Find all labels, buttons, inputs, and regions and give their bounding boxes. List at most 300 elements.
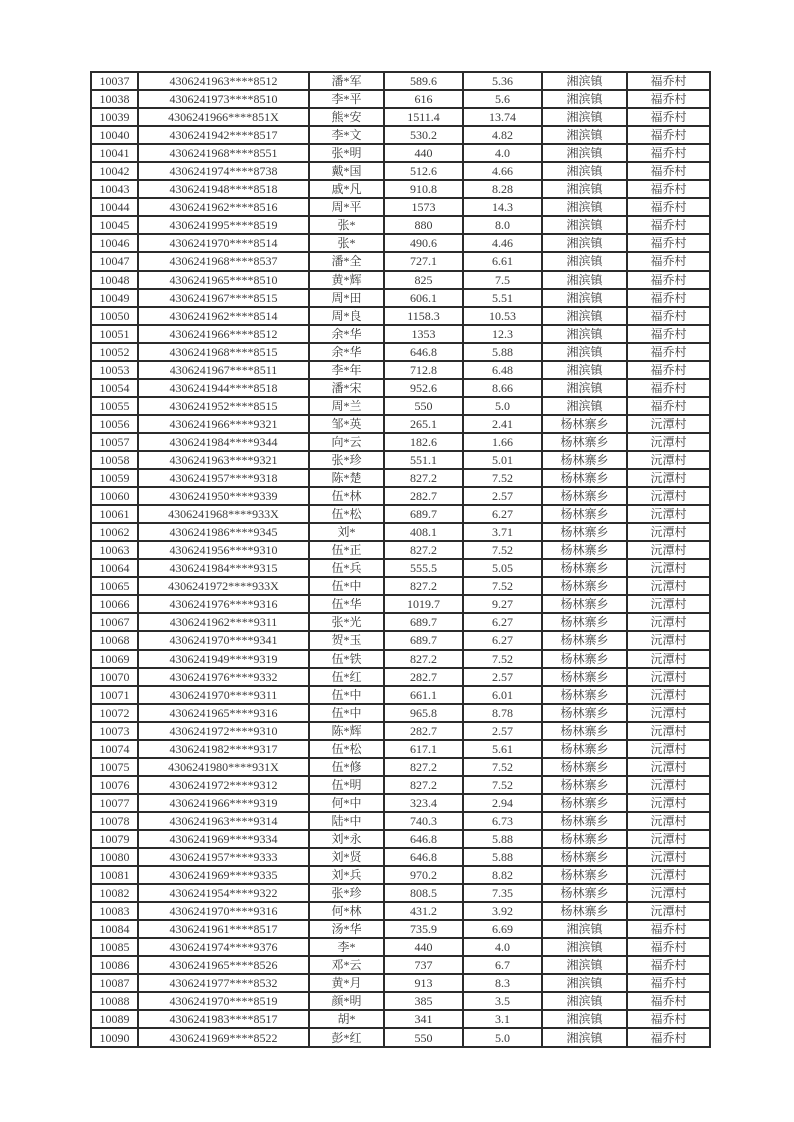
- serial-number-cell: 10045: [91, 216, 138, 234]
- town-cell: 杨林寨乡: [542, 776, 627, 794]
- serial-number-cell: 10039: [91, 108, 138, 126]
- town-cell: 杨林寨乡: [542, 577, 627, 595]
- amount-cell: 827.2: [384, 758, 463, 776]
- name-cell: 邹*英: [309, 415, 384, 433]
- town-cell: 湘滨镇: [542, 974, 627, 992]
- village-cell: 沅潭村: [627, 541, 710, 559]
- name-cell: 何*林: [309, 902, 384, 920]
- rate-cell: 7.52: [463, 776, 542, 794]
- village-cell: 福乔村: [627, 992, 710, 1010]
- name-cell: 刘*永: [309, 830, 384, 848]
- village-cell: 沅潭村: [627, 487, 710, 505]
- amount-cell: 910.8: [384, 180, 463, 198]
- amount-cell: 282.7: [384, 487, 463, 505]
- town-cell: 杨林寨乡: [542, 794, 627, 812]
- amount-cell: 661.1: [384, 686, 463, 704]
- rate-cell: 10.53: [463, 307, 542, 325]
- village-cell: 沅潭村: [627, 613, 710, 631]
- town-cell: 杨林寨乡: [542, 686, 627, 704]
- amount-cell: 1019.7: [384, 595, 463, 613]
- amount-cell: 689.7: [384, 505, 463, 523]
- name-cell: 伍*中: [309, 577, 384, 595]
- amount-cell: 282.7: [384, 668, 463, 686]
- amount-cell: 182.6: [384, 433, 463, 451]
- serial-number-cell: 10044: [91, 198, 138, 216]
- id-number-cell: 4306241982****9317: [138, 740, 309, 758]
- rate-cell: 5.88: [463, 343, 542, 361]
- id-number-cell: 4306241966****8512: [138, 325, 309, 343]
- village-cell: 沅潭村: [627, 631, 710, 649]
- amount-cell: 737: [384, 956, 463, 974]
- town-cell: 杨林寨乡: [542, 415, 627, 433]
- rate-cell: 5.36: [463, 72, 542, 90]
- table-row: [91, 216, 710, 234]
- id-number-cell: 4306241966****9319: [138, 794, 309, 812]
- rate-cell: 3.71: [463, 523, 542, 541]
- town-cell: 湘滨镇: [542, 397, 627, 415]
- table-row: [91, 938, 710, 956]
- id-number-cell: 4306241968****933X: [138, 505, 309, 523]
- serial-number-cell: 10054: [91, 379, 138, 397]
- table-row: [91, 974, 710, 992]
- table-row: [91, 920, 710, 938]
- town-cell: 杨林寨乡: [542, 523, 627, 541]
- town-cell: 湘滨镇: [542, 108, 627, 126]
- id-number-cell: 4306241972****933X: [138, 577, 309, 595]
- name-cell: 潘*全: [309, 252, 384, 270]
- amount-cell: 825: [384, 271, 463, 289]
- table-row: [91, 343, 710, 361]
- serial-number-cell: 10038: [91, 90, 138, 108]
- serial-number-cell: 10075: [91, 758, 138, 776]
- name-cell: 陆*中: [309, 812, 384, 830]
- rate-cell: 4.66: [463, 162, 542, 180]
- rate-cell: 4.82: [463, 126, 542, 144]
- town-cell: 杨林寨乡: [542, 487, 627, 505]
- town-cell: 杨林寨乡: [542, 830, 627, 848]
- village-cell: 沅潭村: [627, 668, 710, 686]
- rate-cell: 3.92: [463, 902, 542, 920]
- id-number-cell: 4306241963****8512: [138, 72, 309, 90]
- id-number-cell: 4306241969****9334: [138, 830, 309, 848]
- table-row: [91, 704, 710, 722]
- serial-number-cell: 10063: [91, 541, 138, 559]
- name-cell: 张*: [309, 216, 384, 234]
- id-number-cell: 4306241965****8526: [138, 956, 309, 974]
- rate-cell: 5.0: [463, 397, 542, 415]
- village-cell: 沅潭村: [627, 722, 710, 740]
- table-row: [91, 722, 710, 740]
- amount-cell: 827.2: [384, 469, 463, 487]
- id-number-cell: 4306241957****9333: [138, 848, 309, 866]
- table-row: [91, 469, 710, 487]
- id-number-cell: 4306241962****8514: [138, 307, 309, 325]
- id-number-cell: 4306241970****9311: [138, 686, 309, 704]
- name-cell: 戴*国: [309, 162, 384, 180]
- rate-cell: 7.52: [463, 469, 542, 487]
- town-cell: 杨林寨乡: [542, 704, 627, 722]
- id-number-cell: 4306241986****9345: [138, 523, 309, 541]
- table-row: [91, 1010, 710, 1028]
- rate-cell: 6.01: [463, 686, 542, 704]
- amount-cell: 646.8: [384, 848, 463, 866]
- table-row: [91, 162, 710, 180]
- serial-number-cell: 10046: [91, 234, 138, 252]
- rate-cell: 5.88: [463, 830, 542, 848]
- name-cell: 陈*楚: [309, 469, 384, 487]
- village-cell: 福乔村: [627, 126, 710, 144]
- table-row: [91, 631, 710, 649]
- amount-cell: 341: [384, 1010, 463, 1028]
- table-row: [91, 848, 710, 866]
- id-number-cell: 4306241976****9332: [138, 668, 309, 686]
- rate-cell: 7.52: [463, 577, 542, 595]
- amount-cell: 735.9: [384, 920, 463, 938]
- serial-number-cell: 10081: [91, 866, 138, 884]
- village-cell: 福乔村: [627, 307, 710, 325]
- village-cell: 福乔村: [627, 90, 710, 108]
- rate-cell: 6.61: [463, 252, 542, 270]
- id-number-cell: 4306241967****8511: [138, 361, 309, 379]
- serial-number-cell: 10042: [91, 162, 138, 180]
- name-cell: 刘*兵: [309, 866, 384, 884]
- id-number-cell: 4306241962****9311: [138, 613, 309, 631]
- table-row: [91, 379, 710, 397]
- rate-cell: 8.28: [463, 180, 542, 198]
- id-number-cell: 4306241961****8517: [138, 920, 309, 938]
- name-cell: 余*华: [309, 343, 384, 361]
- town-cell: 湘滨镇: [542, 343, 627, 361]
- village-cell: 沅潭村: [627, 415, 710, 433]
- id-number-cell: 4306241970****8519: [138, 992, 309, 1010]
- table-row: [91, 1028, 710, 1047]
- serial-number-cell: 10061: [91, 505, 138, 523]
- village-cell: 福乔村: [627, 180, 710, 198]
- serial-number-cell: 10089: [91, 1010, 138, 1028]
- id-number-cell: 4306241948****8518: [138, 180, 309, 198]
- name-cell: 向*云: [309, 433, 384, 451]
- id-number-cell: 4306241965****9316: [138, 704, 309, 722]
- table-row: [91, 271, 710, 289]
- serial-number-cell: 10076: [91, 776, 138, 794]
- serial-number-cell: 10086: [91, 956, 138, 974]
- name-cell: 周*平: [309, 198, 384, 216]
- village-cell: 福乔村: [627, 198, 710, 216]
- id-number-cell: 4306241968****8515: [138, 343, 309, 361]
- amount-cell: 551.1: [384, 451, 463, 469]
- table-row: [91, 866, 710, 884]
- village-cell: 沅潭村: [627, 650, 710, 668]
- id-number-cell: 4306241944****8518: [138, 379, 309, 397]
- town-cell: 湘滨镇: [542, 72, 627, 90]
- village-cell: 福乔村: [627, 271, 710, 289]
- name-cell: 贺*玉: [309, 631, 384, 649]
- village-cell: 沅潭村: [627, 595, 710, 613]
- table-row: [91, 180, 710, 198]
- name-cell: 伍*明: [309, 776, 384, 794]
- amount-cell: 1158.3: [384, 307, 463, 325]
- village-cell: 福乔村: [627, 325, 710, 343]
- serial-number-cell: 10080: [91, 848, 138, 866]
- village-cell: 沅潭村: [627, 433, 710, 451]
- name-cell: 张*明: [309, 144, 384, 162]
- amount-cell: 1353: [384, 325, 463, 343]
- serial-number-cell: 10082: [91, 884, 138, 902]
- town-cell: 杨林寨乡: [542, 866, 627, 884]
- rate-cell: 7.52: [463, 541, 542, 559]
- serial-number-cell: 10070: [91, 668, 138, 686]
- serial-number-cell: 10065: [91, 577, 138, 595]
- rate-cell: 7.5: [463, 271, 542, 289]
- amount-cell: 808.5: [384, 884, 463, 902]
- village-cell: 沅潭村: [627, 559, 710, 577]
- name-cell: 伍*修: [309, 758, 384, 776]
- town-cell: 杨林寨乡: [542, 505, 627, 523]
- village-cell: 福乔村: [627, 379, 710, 397]
- town-cell: 湘滨镇: [542, 956, 627, 974]
- id-number-cell: 4306241974****9376: [138, 938, 309, 956]
- amount-cell: 880: [384, 216, 463, 234]
- table-row: [91, 956, 710, 974]
- table-row: [91, 613, 710, 631]
- rate-cell: 4.0: [463, 938, 542, 956]
- serial-number-cell: 10058: [91, 451, 138, 469]
- town-cell: 湘滨镇: [542, 379, 627, 397]
- name-cell: 李*平: [309, 90, 384, 108]
- amount-cell: 555.5: [384, 559, 463, 577]
- id-number-cell: 4306241970****9341: [138, 631, 309, 649]
- town-cell: 湘滨镇: [542, 992, 627, 1010]
- name-cell: 伍*中: [309, 686, 384, 704]
- amount-cell: 727.1: [384, 252, 463, 270]
- rate-cell: 6.73: [463, 812, 542, 830]
- town-cell: 杨林寨乡: [542, 902, 627, 920]
- name-cell: 张*珍: [309, 884, 384, 902]
- serial-number-cell: 10088: [91, 992, 138, 1010]
- town-cell: 杨林寨乡: [542, 668, 627, 686]
- table-row: [91, 668, 710, 686]
- serial-number-cell: 10050: [91, 307, 138, 325]
- rate-cell: 2.94: [463, 794, 542, 812]
- rate-cell: 2.41: [463, 415, 542, 433]
- rate-cell: 4.0: [463, 144, 542, 162]
- village-cell: 福乔村: [627, 397, 710, 415]
- village-cell: 沅潭村: [627, 505, 710, 523]
- serial-number-cell: 10072: [91, 704, 138, 722]
- table-row: [91, 487, 710, 505]
- village-cell: 福乔村: [627, 361, 710, 379]
- table-row: [91, 252, 710, 270]
- id-number-cell: 4306241966****851X: [138, 108, 309, 126]
- table-row: [91, 144, 710, 162]
- village-cell: 沅潭村: [627, 523, 710, 541]
- amount-cell: 550: [384, 1028, 463, 1047]
- town-cell: 杨林寨乡: [542, 559, 627, 577]
- town-cell: 杨林寨乡: [542, 758, 627, 776]
- amount-cell: 606.1: [384, 289, 463, 307]
- village-cell: 沅潭村: [627, 469, 710, 487]
- town-cell: 杨林寨乡: [542, 433, 627, 451]
- serial-number-cell: 10068: [91, 631, 138, 649]
- table-row: [91, 595, 710, 613]
- name-cell: 伍*松: [309, 740, 384, 758]
- table-row: [91, 686, 710, 704]
- id-number-cell: 4306241965****8510: [138, 271, 309, 289]
- name-cell: 黄*月: [309, 974, 384, 992]
- amount-cell: 530.2: [384, 126, 463, 144]
- serial-number-cell: 10048: [91, 271, 138, 289]
- serial-number-cell: 10074: [91, 740, 138, 758]
- serial-number-cell: 10062: [91, 523, 138, 541]
- serial-number-cell: 10087: [91, 974, 138, 992]
- amount-cell: 589.6: [384, 72, 463, 90]
- village-cell: 沅潭村: [627, 866, 710, 884]
- table-row: [91, 415, 710, 433]
- rate-cell: 2.57: [463, 487, 542, 505]
- table-row: [91, 451, 710, 469]
- rate-cell: 5.05: [463, 559, 542, 577]
- town-cell: 湘滨镇: [542, 325, 627, 343]
- rate-cell: 12.3: [463, 325, 542, 343]
- table-row: [91, 90, 710, 108]
- serial-number-cell: 10051: [91, 325, 138, 343]
- rate-cell: 6.27: [463, 505, 542, 523]
- amount-cell: 740.3: [384, 812, 463, 830]
- name-cell: 彭*红: [309, 1028, 384, 1047]
- rate-cell: 5.6: [463, 90, 542, 108]
- table-row: [91, 758, 710, 776]
- rate-cell: 3.5: [463, 992, 542, 1010]
- table-row: [91, 830, 710, 848]
- village-cell: 沅潭村: [627, 830, 710, 848]
- table-row: [91, 884, 710, 902]
- table-row: [91, 361, 710, 379]
- table-row: [91, 992, 710, 1010]
- village-cell: 沅潭村: [627, 577, 710, 595]
- rate-cell: 6.27: [463, 613, 542, 631]
- amount-cell: 550: [384, 397, 463, 415]
- village-cell: 福乔村: [627, 1010, 710, 1028]
- name-cell: 胡*: [309, 1010, 384, 1028]
- village-cell: 福乔村: [627, 974, 710, 992]
- serial-number-cell: 10085: [91, 938, 138, 956]
- name-cell: 张*光: [309, 613, 384, 631]
- town-cell: 湘滨镇: [542, 920, 627, 938]
- name-cell: 张*: [309, 234, 384, 252]
- town-cell: 湘滨镇: [542, 938, 627, 956]
- amount-cell: 913: [384, 974, 463, 992]
- records-body: [91, 72, 710, 1047]
- village-cell: 沅潭村: [627, 902, 710, 920]
- table-row: [91, 541, 710, 559]
- town-cell: 湘滨镇: [542, 144, 627, 162]
- name-cell: 戚*凡: [309, 180, 384, 198]
- id-number-cell: 4306241967****8515: [138, 289, 309, 307]
- town-cell: 湘滨镇: [542, 216, 627, 234]
- name-cell: 汤*华: [309, 920, 384, 938]
- town-cell: 杨林寨乡: [542, 740, 627, 758]
- amount-cell: 385: [384, 992, 463, 1010]
- name-cell: 伍*正: [309, 541, 384, 559]
- village-cell: 沅潭村: [627, 686, 710, 704]
- amount-cell: 282.7: [384, 722, 463, 740]
- village-cell: 沅潭村: [627, 704, 710, 722]
- town-cell: 湘滨镇: [542, 1010, 627, 1028]
- town-cell: 湘滨镇: [542, 90, 627, 108]
- town-cell: 杨林寨乡: [542, 541, 627, 559]
- amount-cell: 431.2: [384, 902, 463, 920]
- name-cell: 何*中: [309, 794, 384, 812]
- amount-cell: 827.2: [384, 776, 463, 794]
- table-row: [91, 523, 710, 541]
- rate-cell: 13.74: [463, 108, 542, 126]
- amount-cell: 827.2: [384, 577, 463, 595]
- rate-cell: 14.3: [463, 198, 542, 216]
- town-cell: 杨林寨乡: [542, 469, 627, 487]
- records-table: [90, 71, 711, 1048]
- amount-cell: 689.7: [384, 631, 463, 649]
- rate-cell: 7.35: [463, 884, 542, 902]
- table-row: [91, 325, 710, 343]
- serial-number-cell: 10079: [91, 830, 138, 848]
- id-number-cell: 4306241968****8537: [138, 252, 309, 270]
- village-cell: 福乔村: [627, 956, 710, 974]
- town-cell: 湘滨镇: [542, 289, 627, 307]
- amount-cell: 952.6: [384, 379, 463, 397]
- table-row: [91, 72, 710, 90]
- name-cell: 李*: [309, 938, 384, 956]
- name-cell: 周*良: [309, 307, 384, 325]
- village-cell: 沅潭村: [627, 451, 710, 469]
- town-cell: 湘滨镇: [542, 361, 627, 379]
- serial-number-cell: 10073: [91, 722, 138, 740]
- table-row: [91, 902, 710, 920]
- amount-cell: 1511.4: [384, 108, 463, 126]
- rate-cell: 4.46: [463, 234, 542, 252]
- id-number-cell: 4306241970****8514: [138, 234, 309, 252]
- serial-number-cell: 10071: [91, 686, 138, 704]
- name-cell: 邓*云: [309, 956, 384, 974]
- town-cell: 湘滨镇: [542, 126, 627, 144]
- serial-number-cell: 10056: [91, 415, 138, 433]
- serial-number-cell: 10057: [91, 433, 138, 451]
- amount-cell: 440: [384, 144, 463, 162]
- amount-cell: 323.4: [384, 794, 463, 812]
- town-cell: 杨林寨乡: [542, 451, 627, 469]
- rate-cell: 5.88: [463, 848, 542, 866]
- name-cell: 伍*华: [309, 595, 384, 613]
- name-cell: 周*田: [309, 289, 384, 307]
- serial-number-cell: 10060: [91, 487, 138, 505]
- rate-cell: 6.27: [463, 631, 542, 649]
- village-cell: 福乔村: [627, 234, 710, 252]
- town-cell: 湘滨镇: [542, 1028, 627, 1047]
- id-number-cell: 4306241984****9344: [138, 433, 309, 451]
- town-cell: 杨林寨乡: [542, 613, 627, 631]
- name-cell: 伍*松: [309, 505, 384, 523]
- id-number-cell: 4306241972****9310: [138, 722, 309, 740]
- serial-number-cell: 10067: [91, 613, 138, 631]
- serial-number-cell: 10064: [91, 559, 138, 577]
- rate-cell: 8.3: [463, 974, 542, 992]
- serial-number-cell: 10049: [91, 289, 138, 307]
- amount-cell: 965.8: [384, 704, 463, 722]
- name-cell: 张*珍: [309, 451, 384, 469]
- id-number-cell: 4306241954****9322: [138, 884, 309, 902]
- town-cell: 湘滨镇: [542, 234, 627, 252]
- amount-cell: 646.8: [384, 343, 463, 361]
- town-cell: 湘滨镇: [542, 252, 627, 270]
